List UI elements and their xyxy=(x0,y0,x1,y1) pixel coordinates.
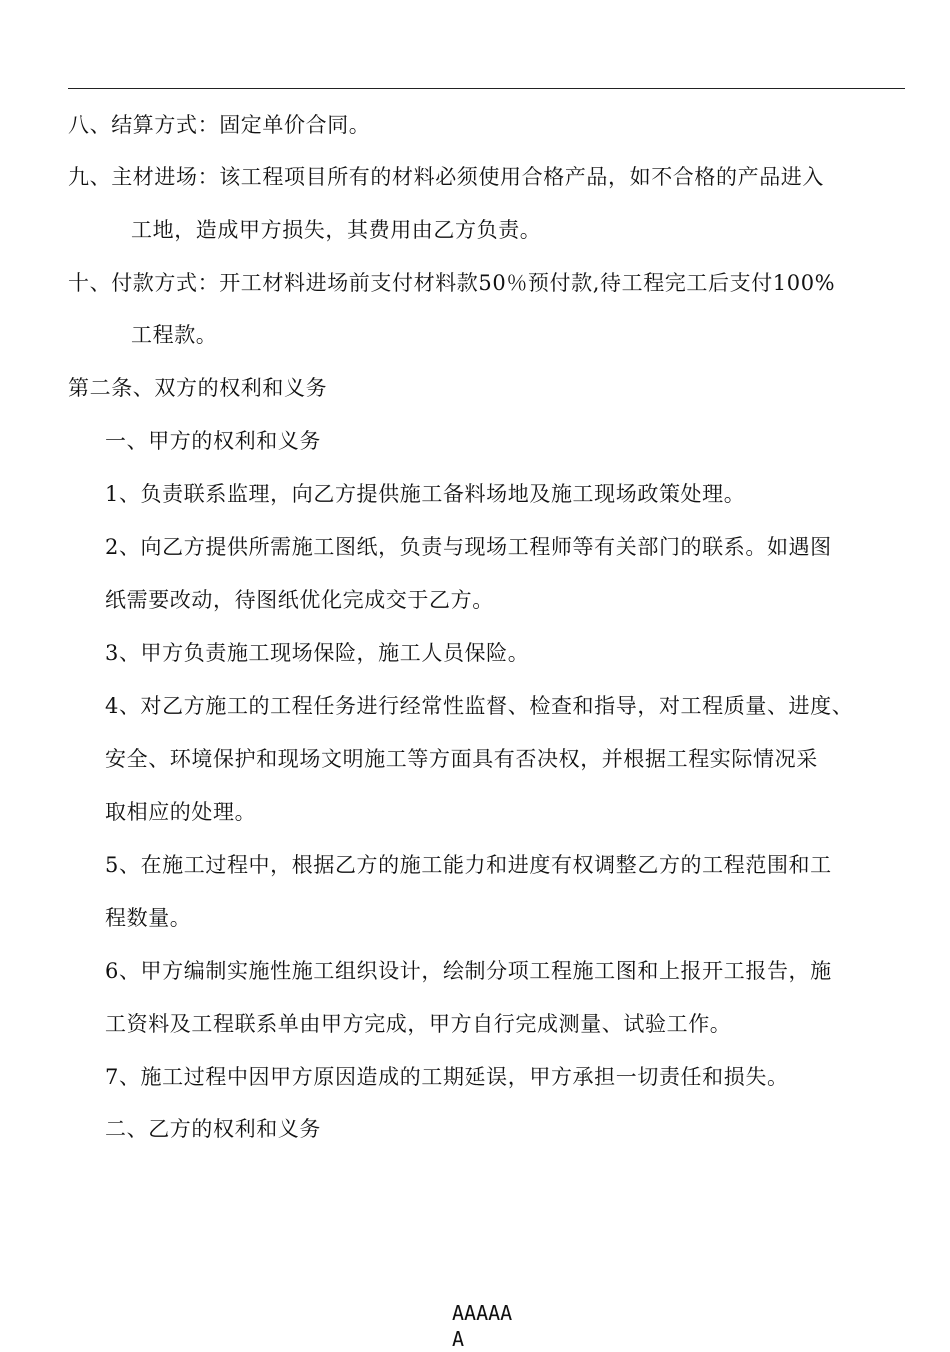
section-party-b-heading: 二、乙方的权利和义务 xyxy=(105,1117,321,1141)
party-a-item-2: 2、向乙方提供所需施工图纸，负责与现场工程师等有关部门的联系。如遇图 xyxy=(105,535,832,559)
page-footer xyxy=(452,1300,532,1352)
clause-10-payment: 十、付款方式：开工材料进场前支付材料款50％预付款,待工程完工后支付100% xyxy=(68,271,836,295)
article-2-heading: 第二条、双方的权利和义务 xyxy=(68,376,328,400)
party-a-item-5: 5、在施工过程中，根据乙方的施工能力和进度有权调整乙方的工程范围和工 xyxy=(105,853,832,877)
section-party-a-heading: 一、甲方的权利和义务 xyxy=(105,429,321,453)
clause-9-materials-cont: 工地，造成甲方损失，其费用由乙方负责。 xyxy=(131,218,542,242)
header-rule xyxy=(68,88,905,89)
party-a-item-6-cont: 工资料及工程联系单由甲方完成，甲方自行完成测量、试验工作。 xyxy=(105,1012,732,1036)
party-a-item-2-cont: 纸需要改动，待图纸优化完成交于乙方。 xyxy=(105,588,494,612)
clause-8-settlement: 八、结算方式：固定单价合同。 xyxy=(68,113,371,137)
party-a-item-6: 6、甲方编制实施性施工组织设计，绘制分项工程施工图和上报开工报告，施 xyxy=(105,959,832,983)
clause-10-payment-cont: 工程款。 xyxy=(131,323,218,347)
party-a-item-7: 7、施工过程中因甲方原因造成的工期延误，甲方承担一切责任和损失。 xyxy=(105,1065,789,1089)
party-a-item-1: 1、负责联系监理，向乙方提供施工备料场地及施工现场政策处理。 xyxy=(105,482,746,506)
party-a-item-4: 4、对乙方施工的工程任务进行经常性监督、检查和指导，对工程质量、进度、 xyxy=(105,694,854,718)
footer-line-2: A xyxy=(452,1327,465,1351)
party-a-item-5-cont: 程数量。 xyxy=(105,906,192,930)
clause-9-materials: 九、主材进场：该工程项目所有的材料必须使用合格产品，如不合格的产品进入 xyxy=(68,165,824,189)
party-a-item-4-cont-1: 安全、环境保护和现场文明施工等方面具有否决权，并根据工程实际情况采 xyxy=(105,747,818,771)
party-a-item-4-cont-2: 取相应的处理。 xyxy=(105,800,257,824)
footer-line-1: AAAAA xyxy=(452,1301,513,1325)
party-a-item-3: 3、甲方负责施工现场保险，施工人员保险。 xyxy=(105,641,530,665)
